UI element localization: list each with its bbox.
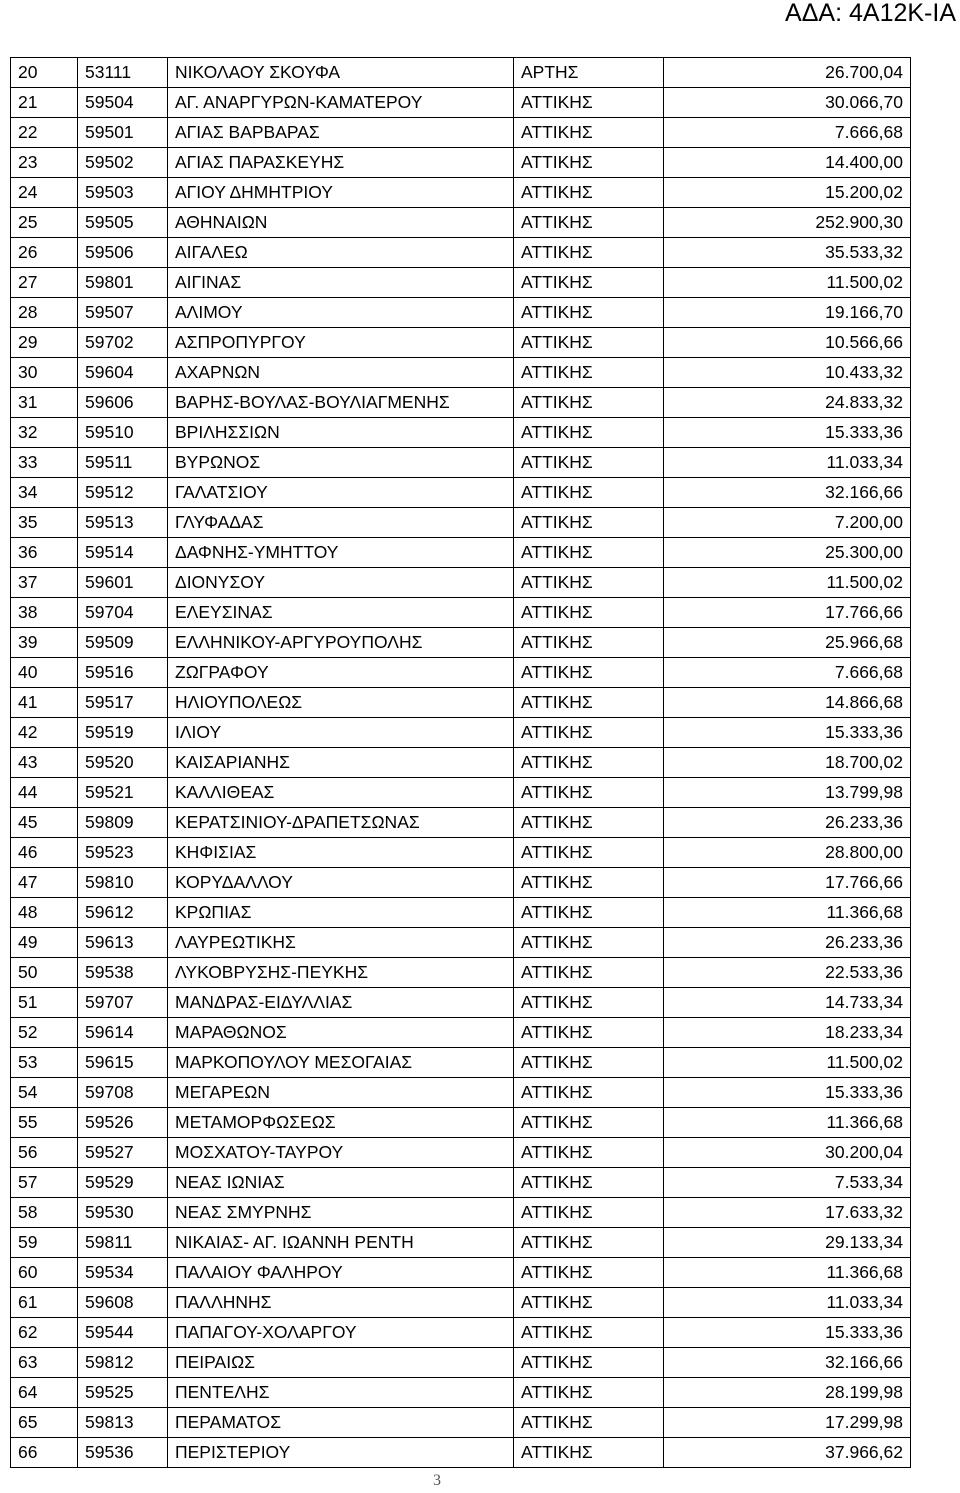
amount-cell: 7.666,68 (664, 118, 911, 148)
municipality-name-cell: ΛΑΥΡΕΩΤΙΚΗΣ (168, 928, 514, 958)
table-row (11, 1228, 911, 1258)
amount-cell: 7.533,34 (664, 1168, 911, 1198)
row-number-cell: 26 (11, 238, 78, 268)
municipality-name-cell: ΠΕΡΙΣΤΕΡΙΟΥ (168, 1438, 514, 1468)
municipality-code-cell: 59511 (78, 448, 168, 478)
row-number-cell: 22 (11, 118, 78, 148)
row-number-cell: 49 (11, 928, 78, 958)
amount-cell: 15.333,36 (664, 1078, 911, 1108)
row-number-cell: 20 (11, 58, 78, 88)
municipality-name-cell: ΕΛΛΗΝΙΚΟΥ-ΑΡΓΥΡΟΥΠΟΛΗΣ (168, 628, 514, 658)
region-cell: ΑΤΤΙΚΗΣ (514, 508, 664, 538)
municipality-name-cell: ΠΕΙΡΑΙΩΣ (168, 1348, 514, 1378)
region-cell: ΑΤΤΙΚΗΣ (514, 478, 664, 508)
row-number-cell: 66 (11, 1438, 78, 1468)
region-cell: ΑΤΤΙΚΗΣ (514, 988, 664, 1018)
row-number-cell: 44 (11, 778, 78, 808)
municipality-code-cell: 59608 (78, 1288, 168, 1318)
municipality-name-cell: ΝΙΚΟΛΑΟΥ ΣΚΟΥΦΑ (168, 58, 514, 88)
municipality-code-cell: 59510 (78, 418, 168, 448)
table-row (11, 808, 911, 838)
row-number-cell: 25 (11, 208, 78, 238)
municipality-code-cell: 59813 (78, 1408, 168, 1438)
row-number-cell: 33 (11, 448, 78, 478)
table-row (11, 1018, 911, 1048)
municipality-code-cell: 59503 (78, 178, 168, 208)
municipality-name-cell: ΑΘΗΝΑΙΩΝ (168, 208, 514, 238)
row-number-cell: 48 (11, 898, 78, 928)
table-row (11, 1318, 911, 1348)
region-cell: ΑΤΤΙΚΗΣ (514, 568, 664, 598)
municipality-code-cell: 59811 (78, 1228, 168, 1258)
municipality-name-cell: ΚΟΡΥΔΑΛΛΟΥ (168, 868, 514, 898)
table-row (11, 1168, 911, 1198)
municipality-code-cell: 59509 (78, 628, 168, 658)
row-number-cell: 38 (11, 598, 78, 628)
table-row (11, 928, 911, 958)
region-cell: ΑΤΤΙΚΗΣ (514, 298, 664, 328)
municipality-name-cell: ΜΑΝΔΡΑΣ-ΕΙΔΥΛΛΙΑΣ (168, 988, 514, 1018)
municipality-name-cell: ΒΡΙΛΗΣΣΙΩΝ (168, 418, 514, 448)
municipality-name-cell: ΜΕΓΑΡΕΩΝ (168, 1078, 514, 1108)
region-cell: ΑΤΤΙΚΗΣ (514, 658, 664, 688)
amount-cell: 25.300,00 (664, 538, 911, 568)
amount-cell: 15.333,36 (664, 718, 911, 748)
municipality-code-cell: 59801 (78, 268, 168, 298)
municipality-code-cell: 59505 (78, 208, 168, 238)
municipality-code-cell: 59613 (78, 928, 168, 958)
row-number-cell: 37 (11, 568, 78, 598)
region-cell: ΑΤΤΙΚΗΣ (514, 1408, 664, 1438)
amount-cell: 28.199,98 (664, 1378, 911, 1408)
amount-cell: 15.333,36 (664, 1318, 911, 1348)
municipality-code-cell: 59606 (78, 388, 168, 418)
table-row (11, 1048, 911, 1078)
municipality-code-cell: 59504 (78, 88, 168, 118)
row-number-cell: 42 (11, 718, 78, 748)
amount-cell: 18.233,34 (664, 1018, 911, 1048)
municipality-code-cell: 59604 (78, 358, 168, 388)
region-cell: ΑΤΤΙΚΗΣ (514, 418, 664, 448)
row-number-cell: 62 (11, 1318, 78, 1348)
table-row (11, 508, 911, 538)
region-cell: ΑΤΤΙΚΗΣ (514, 388, 664, 418)
row-number-cell: 59 (11, 1228, 78, 1258)
municipality-code-cell: 59530 (78, 1198, 168, 1228)
region-cell: ΑΤΤΙΚΗΣ (514, 1018, 664, 1048)
amount-cell: 7.200,00 (664, 508, 911, 538)
row-number-cell: 34 (11, 478, 78, 508)
row-number-cell: 64 (11, 1378, 78, 1408)
table-row (11, 898, 911, 928)
amount-cell: 252.900,30 (664, 208, 911, 238)
amount-cell: 11.500,02 (664, 568, 911, 598)
municipality-code-cell: 59506 (78, 238, 168, 268)
amount-cell: 10.566,66 (664, 328, 911, 358)
municipality-name-cell: ΑΓ. ΑΝΑΡΓΥΡΩΝ-ΚΑΜΑΤΕΡΟΥ (168, 88, 514, 118)
region-cell: ΑΤΤΙΚΗΣ (514, 1378, 664, 1408)
amount-cell: 25.966,68 (664, 628, 911, 658)
table-row (11, 178, 911, 208)
municipality-name-cell: ΑΙΓΑΛΕΩ (168, 238, 514, 268)
row-number-cell: 28 (11, 298, 78, 328)
table-row (11, 1348, 911, 1378)
region-cell: ΑΤΤΙΚΗΣ (514, 448, 664, 478)
table-row (11, 448, 911, 478)
table-row (11, 58, 911, 88)
table-row (11, 118, 911, 148)
table-row (11, 148, 911, 178)
row-number-cell: 43 (11, 748, 78, 778)
row-number-cell: 29 (11, 328, 78, 358)
region-cell: ΑΤΤΙΚΗΣ (514, 358, 664, 388)
municipality-name-cell: ΠΑΛΑΙΟΥ ΦΑΛΗΡΟΥ (168, 1258, 514, 1288)
table-row (11, 1438, 911, 1468)
municipality-name-cell: ΜΕΤΑΜΟΡΦΩΣΕΩΣ (168, 1108, 514, 1138)
region-cell: ΑΤΤΙΚΗΣ (514, 868, 664, 898)
municipality-name-cell: ΕΛΕΥΣΙΝΑΣ (168, 598, 514, 628)
municipality-code-cell: 59612 (78, 898, 168, 928)
region-cell: ΑΤΤΙΚΗΣ (514, 178, 664, 208)
municipality-code-cell: 59707 (78, 988, 168, 1018)
municipality-name-cell: ΝΙΚΑΙΑΣ- ΑΓ. ΙΩΑΝΝΗ ΡΕΝΤΗ (168, 1228, 514, 1258)
table-row (11, 538, 911, 568)
municipality-code-cell: 59525 (78, 1378, 168, 1408)
municipality-code-cell: 53111 (78, 58, 168, 88)
region-cell: ΑΤΤΙΚΗΣ (514, 598, 664, 628)
ada-identifier: ΑΔΑ: 4Α12Κ-ΙΑ (785, 0, 956, 27)
region-cell: ΑΤΤΙΚΗΣ (514, 688, 664, 718)
municipality-name-cell: ΜΑΡΑΘΩΝΟΣ (168, 1018, 514, 1048)
table-row (11, 1258, 911, 1288)
municipality-code-cell: 59520 (78, 748, 168, 778)
region-cell: ΑΤΤΙΚΗΣ (514, 1048, 664, 1078)
region-cell: ΑΤΤΙΚΗΣ (514, 538, 664, 568)
table-row (11, 1408, 911, 1438)
municipality-name-cell: ΠΑΛΛΗΝΗΣ (168, 1288, 514, 1318)
amount-cell: 30.066,70 (664, 88, 911, 118)
municipality-name-cell: ΝΕΑΣ ΣΜΥΡΝΗΣ (168, 1198, 514, 1228)
table-row (11, 868, 911, 898)
region-cell: ΑΤΤΙΚΗΣ (514, 268, 664, 298)
table-row (11, 778, 911, 808)
region-cell: ΑΤΤΙΚΗΣ (514, 718, 664, 748)
amount-cell: 35.533,32 (664, 238, 911, 268)
municipality-code-cell: 59812 (78, 1348, 168, 1378)
municipality-name-cell: ΜΟΣΧΑΤΟΥ-ΤΑΥΡΟΥ (168, 1138, 514, 1168)
region-cell: ΑΤΤΙΚΗΣ (514, 208, 664, 238)
region-cell: ΑΤΤΙΚΗΣ (514, 1108, 664, 1138)
municipality-code-cell: 59529 (78, 1168, 168, 1198)
municipality-name-cell: ΑΓΙΑΣ ΒΑΡΒΑΡΑΣ (168, 118, 514, 148)
region-cell: ΑΤΤΙΚΗΣ (514, 1198, 664, 1228)
amount-cell: 26.233,36 (664, 928, 911, 958)
region-cell: ΑΤΤΙΚΗΣ (514, 748, 664, 778)
amount-cell: 11.033,34 (664, 448, 911, 478)
region-cell: ΑΤΤΙΚΗΣ (514, 958, 664, 988)
region-cell: ΑΤΤΙΚΗΣ (514, 1348, 664, 1378)
region-cell: ΑΤΤΙΚΗΣ (514, 808, 664, 838)
region-cell: ΑΤΤΙΚΗΣ (514, 238, 664, 268)
amount-cell: 15.200,02 (664, 178, 911, 208)
row-number-cell: 52 (11, 1018, 78, 1048)
row-number-cell: 23 (11, 148, 78, 178)
table-row (11, 298, 911, 328)
municipality-name-cell: ΒΥΡΩΝΟΣ (168, 448, 514, 478)
row-number-cell: 55 (11, 1108, 78, 1138)
table-row (11, 268, 911, 298)
table-row (11, 838, 911, 868)
row-number-cell: 54 (11, 1078, 78, 1108)
municipality-name-cell: ΖΩΓΡΑΦΟΥ (168, 658, 514, 688)
municipality-code-cell: 59517 (78, 688, 168, 718)
table-row (11, 688, 911, 718)
table-row (11, 628, 911, 658)
amount-cell: 37.966,62 (664, 1438, 911, 1468)
amount-cell: 17.633,32 (664, 1198, 911, 1228)
region-cell: ΑΤΤΙΚΗΣ (514, 1168, 664, 1198)
municipality-code-cell: 59614 (78, 1018, 168, 1048)
amount-cell: 15.333,36 (664, 418, 911, 448)
row-number-cell: 53 (11, 1048, 78, 1078)
table-row (11, 478, 911, 508)
table-row (11, 568, 911, 598)
region-cell: ΑΤΤΙΚΗΣ (514, 1318, 664, 1348)
municipality-name-cell: ΚΡΩΠΙΑΣ (168, 898, 514, 928)
region-cell: ΑΤΤΙΚΗΣ (514, 118, 664, 148)
table-row (11, 1138, 911, 1168)
municipality-code-cell: 59615 (78, 1048, 168, 1078)
table-row (11, 208, 911, 238)
row-number-cell: 61 (11, 1288, 78, 1318)
municipality-name-cell: ΗΛΙΟΥΠΟΛΕΩΣ (168, 688, 514, 718)
region-cell: ΑΤΤΙΚΗΣ (514, 898, 664, 928)
table-row (11, 328, 911, 358)
page-number: 3 (433, 1472, 441, 1489)
region-cell: ΑΤΤΙΚΗΣ (514, 1138, 664, 1168)
row-number-cell: 24 (11, 178, 78, 208)
municipality-code-cell: 59536 (78, 1438, 168, 1468)
municipality-name-cell: ΜΑΡΚΟΠΟΥΛΟΥ ΜΕΣΟΓΑΙΑΣ (168, 1048, 514, 1078)
municipality-code-cell: 59810 (78, 868, 168, 898)
table-row (11, 238, 911, 268)
row-number-cell: 56 (11, 1138, 78, 1168)
region-cell: ΑΤΤΙΚΗΣ (514, 1228, 664, 1258)
region-cell: ΑΤΤΙΚΗΣ (514, 1288, 664, 1318)
municipality-name-cell: ΠΕΡΑΜΑΤΟΣ (168, 1408, 514, 1438)
amount-cell: 7.666,68 (664, 658, 911, 688)
municipality-name-cell: ΓΛΥΦΑΔΑΣ (168, 508, 514, 538)
municipality-name-cell: ΒΑΡΗΣ-ΒΟΥΛΑΣ-ΒΟΥΛΙΑΓΜΕΝΗΣ (168, 388, 514, 418)
table-row (11, 1378, 911, 1408)
table-row (11, 958, 911, 988)
municipality-name-cell: ΚΗΦΙΣΙΑΣ (168, 838, 514, 868)
municipality-code-cell: 59526 (78, 1108, 168, 1138)
amount-cell: 11.366,68 (664, 1258, 911, 1288)
municipality-name-cell: ΔΑΦΝΗΣ-ΥΜΗΤΤΟΥ (168, 538, 514, 568)
municipality-name-cell: ΑΙΓΙΝΑΣ (168, 268, 514, 298)
amount-cell: 14.400,00 (664, 148, 911, 178)
amount-cell: 13.799,98 (664, 778, 911, 808)
municipality-code-cell: 59516 (78, 658, 168, 688)
municipality-name-cell: ΠΕΝΤΕΛΗΣ (168, 1378, 514, 1408)
region-cell: ΑΤΤΙΚΗΣ (514, 1438, 664, 1468)
municipality-name-cell: ΑΛΙΜΟΥ (168, 298, 514, 328)
row-number-cell: 65 (11, 1408, 78, 1438)
row-number-cell: 39 (11, 628, 78, 658)
municipality-name-cell: ΚΑΛΛΙΘΕΑΣ (168, 778, 514, 808)
municipality-name-cell: ΑΓΙΟΥ ΔΗΜΗΤΡΙΟΥ (168, 178, 514, 208)
row-number-cell: 36 (11, 538, 78, 568)
table-row (11, 1078, 911, 1108)
region-cell: ΑΤΤΙΚΗΣ (514, 88, 664, 118)
municipality-code-cell: 59601 (78, 568, 168, 598)
municipality-name-cell: ΛΥΚΟΒΡΥΣΗΣ-ΠΕΥΚΗΣ (168, 958, 514, 988)
row-number-cell: 31 (11, 388, 78, 418)
municipality-code-cell: 59512 (78, 478, 168, 508)
amount-cell: 19.166,70 (664, 298, 911, 328)
table-body (11, 58, 911, 1468)
row-number-cell: 27 (11, 268, 78, 298)
amount-cell: 28.800,00 (664, 838, 911, 868)
table-row (11, 418, 911, 448)
row-number-cell: 63 (11, 1348, 78, 1378)
table-row (11, 88, 911, 118)
amount-cell: 11.366,68 (664, 898, 911, 928)
region-cell: ΑΤΤΙΚΗΣ (514, 928, 664, 958)
amount-cell: 10.433,32 (664, 358, 911, 388)
amount-cell: 32.166,66 (664, 478, 911, 508)
municipality-code-cell: 59809 (78, 808, 168, 838)
amount-cell: 18.700,02 (664, 748, 911, 778)
municipality-name-cell: ΝΕΑΣ ΙΩΝΙΑΣ (168, 1168, 514, 1198)
region-cell: ΑΤΤΙΚΗΣ (514, 1258, 664, 1288)
row-number-cell: 51 (11, 988, 78, 1018)
region-cell: ΑΤΤΙΚΗΣ (514, 628, 664, 658)
amount-cell: 17.299,98 (664, 1408, 911, 1438)
municipality-name-cell: ΚΑΙΣΑΡΙΑΝΗΣ (168, 748, 514, 778)
amount-cell: 17.766,66 (664, 868, 911, 898)
region-cell: ΑΤΤΙΚΗΣ (514, 148, 664, 178)
row-number-cell: 35 (11, 508, 78, 538)
row-number-cell: 57 (11, 1168, 78, 1198)
amount-cell: 14.866,68 (664, 688, 911, 718)
row-number-cell: 21 (11, 88, 78, 118)
row-number-cell: 60 (11, 1258, 78, 1288)
amount-cell: 26.233,36 (664, 808, 911, 838)
table-row (11, 1108, 911, 1138)
municipality-name-cell: ΓΑΛΑΤΣΙΟΥ (168, 478, 514, 508)
amount-cell: 11.033,34 (664, 1288, 911, 1318)
municipality-code-cell: 59702 (78, 328, 168, 358)
municipality-name-cell: ΠΑΠΑΓΟΥ-ΧΟΛΑΡΓΟΥ (168, 1318, 514, 1348)
row-number-cell: 30 (11, 358, 78, 388)
region-cell: ΑΤΤΙΚΗΣ (514, 1078, 664, 1108)
region-cell: ΑΤΤΙΚΗΣ (514, 838, 664, 868)
table-row (11, 388, 911, 418)
municipality-name-cell: ΑΧΑΡΝΩΝ (168, 358, 514, 388)
row-number-cell: 41 (11, 688, 78, 718)
municipality-code-cell: 59501 (78, 118, 168, 148)
municipality-code-cell: 59521 (78, 778, 168, 808)
table-row (11, 748, 911, 778)
row-number-cell: 47 (11, 868, 78, 898)
municipality-code-cell: 59519 (78, 718, 168, 748)
table-row (11, 718, 911, 748)
region-cell: ΑΡΤΗΣ (514, 58, 664, 88)
municipality-code-cell: 59523 (78, 838, 168, 868)
municipality-code-cell: 59502 (78, 148, 168, 178)
amount-cell: 11.500,02 (664, 268, 911, 298)
amount-cell: 32.166,66 (664, 1348, 911, 1378)
table-row (11, 1198, 911, 1228)
table-row (11, 988, 911, 1018)
allocation-table (10, 57, 911, 1468)
amount-cell: 24.833,32 (664, 388, 911, 418)
row-number-cell: 58 (11, 1198, 78, 1228)
municipality-code-cell: 59704 (78, 598, 168, 628)
municipality-code-cell: 59507 (78, 298, 168, 328)
table-row (11, 598, 911, 628)
municipality-code-cell: 59538 (78, 958, 168, 988)
region-cell: ΑΤΤΙΚΗΣ (514, 328, 664, 358)
row-number-cell: 45 (11, 808, 78, 838)
municipality-code-cell: 59544 (78, 1318, 168, 1348)
amount-cell: 14.733,34 (664, 988, 911, 1018)
row-number-cell: 32 (11, 418, 78, 448)
amount-cell: 22.533,36 (664, 958, 911, 988)
row-number-cell: 50 (11, 958, 78, 988)
table-row (11, 358, 911, 388)
municipality-name-cell: ΑΣΠΡΟΠΥΡΓΟΥ (168, 328, 514, 358)
row-number-cell: 40 (11, 658, 78, 688)
amount-cell: 17.766,66 (664, 598, 911, 628)
municipality-name-cell: ΚΕΡΑΤΣΙΝΙΟΥ-ΔΡΑΠΕΤΣΩΝΑΣ (168, 808, 514, 838)
municipality-name-cell: ΙΛΙΟΥ (168, 718, 514, 748)
municipality-code-cell: 59513 (78, 508, 168, 538)
municipality-code-cell: 59534 (78, 1258, 168, 1288)
amount-cell: 11.500,02 (664, 1048, 911, 1078)
municipality-code-cell: 59514 (78, 538, 168, 568)
amount-cell: 30.200,04 (664, 1138, 911, 1168)
municipality-name-cell: ΑΓΙΑΣ ΠΑΡΑΣΚΕΥΗΣ (168, 148, 514, 178)
amount-cell: 11.366,68 (664, 1108, 911, 1138)
amount-cell: 29.133,34 (664, 1228, 911, 1258)
table-row (11, 658, 911, 688)
municipality-code-cell: 59527 (78, 1138, 168, 1168)
amount-cell: 26.700,04 (664, 58, 911, 88)
municipality-code-cell: 59708 (78, 1078, 168, 1108)
municipality-name-cell: ΔΙΟΝΥΣΟΥ (168, 568, 514, 598)
region-cell: ΑΤΤΙΚΗΣ (514, 778, 664, 808)
row-number-cell: 46 (11, 838, 78, 868)
table-row (11, 1288, 911, 1318)
